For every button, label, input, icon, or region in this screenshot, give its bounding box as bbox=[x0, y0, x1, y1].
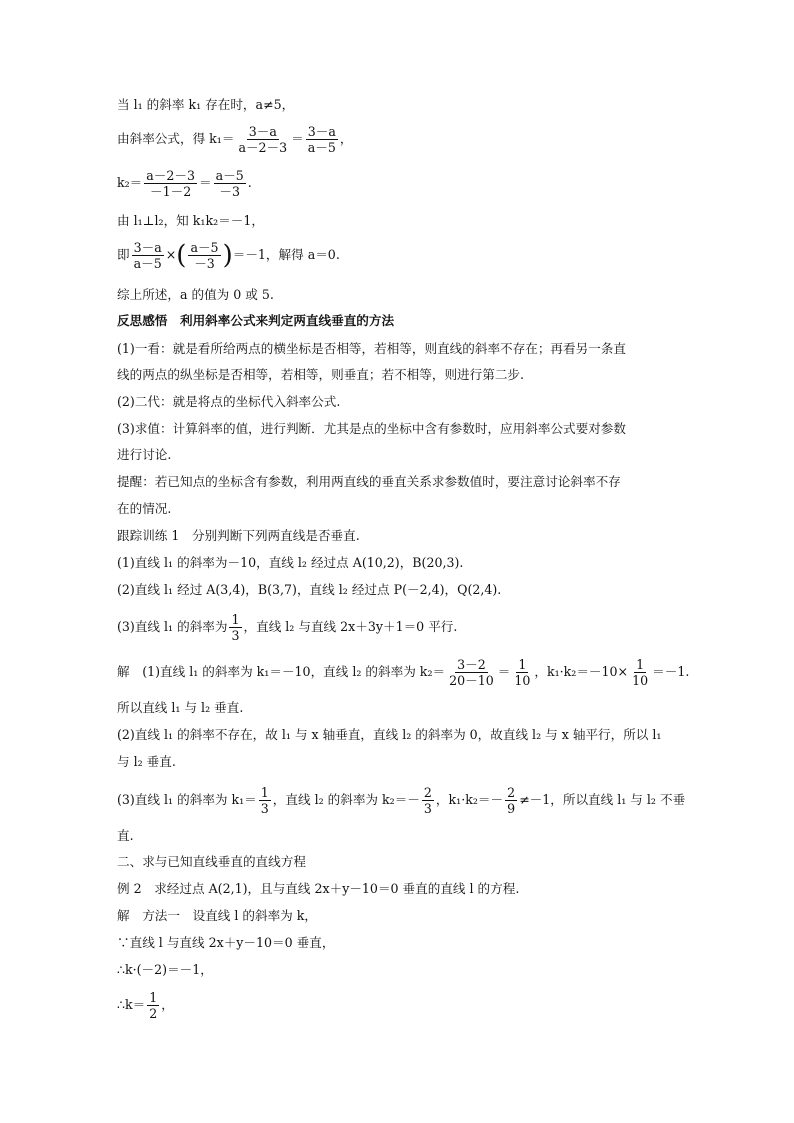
exercise-heading: 跟踪训练 1 分别判断下列两直线是否垂直. bbox=[117, 528, 360, 543]
formula-line bbox=[117, 168, 252, 199]
denominator: －1－2 bbox=[150, 184, 192, 199]
section-heading: 二、求与已知直线垂直的直线方程 bbox=[117, 854, 306, 869]
numerator: 1 bbox=[518, 657, 527, 672]
left-paren: ( bbox=[176, 240, 187, 271]
text: ＝－1，解得 a＝0. bbox=[232, 247, 340, 262]
text: ＝ bbox=[199, 175, 212, 190]
text-line: 解 方法一 设直线 l 的斜率为 k， bbox=[117, 908, 317, 923]
numerator: a－5 bbox=[190, 240, 219, 255]
text-line: (3)求值：计算斜率的值，进行判断．尤其是点的坐标中含有参数时，应用斜率公式要对参数 bbox=[117, 421, 626, 436]
fraction bbox=[505, 785, 517, 816]
right-paren: ) bbox=[222, 240, 233, 271]
text-line: 由 l₁⊥l₂，知 k₁k₂＝－1， bbox=[117, 213, 264, 228]
text-line: 所以直线 l₁ 与 l₂ 垂直. bbox=[117, 700, 244, 715]
text: ∴k＝ bbox=[117, 997, 146, 1012]
formula-line bbox=[117, 240, 340, 271]
denominator: 20－10 bbox=[449, 673, 494, 688]
text-line: 当 l₁ 的斜率 k₁ 存在时，a≠5， bbox=[117, 97, 295, 112]
denominator: a－5 bbox=[133, 256, 162, 271]
denominator: －3 bbox=[194, 256, 215, 271]
numerator: 2 bbox=[507, 785, 516, 800]
denominator: －3 bbox=[219, 184, 240, 199]
text: ＝ bbox=[497, 664, 511, 679]
denominator: a－5 bbox=[307, 140, 336, 155]
text-line: (2)二代：就是将点的坐标代入斜率公式. bbox=[117, 394, 341, 409]
numerator: 3－2 bbox=[457, 657, 486, 672]
text-line: (2)直线 l₁ 的斜率不存在，故 l₁ 与 x 轴垂直，直线 l₂ 的斜率为 0，故直线 l₂ 与 x 轴平行，所以 l₁ bbox=[117, 727, 662, 742]
formula-line bbox=[117, 612, 457, 643]
text-line: (2)直线 l₁ 经过 A(3,4)，B(3,7)，直线 l₂ 经过点 P(－2,4)，Q(2,4). bbox=[117, 582, 502, 597]
denominator: 9 bbox=[507, 801, 516, 816]
text: ，k₁·k₂＝－10× bbox=[534, 664, 629, 679]
numerator: 3－a bbox=[248, 124, 277, 139]
numerator: 1 bbox=[260, 785, 269, 800]
text: ＝－1. bbox=[652, 664, 690, 679]
text-line: 综上所述，a 的值为 0 或 5. bbox=[117, 287, 274, 302]
text: k₂＝ bbox=[117, 175, 143, 190]
numerator: 1 bbox=[636, 657, 645, 672]
text: 由斜率公式，得 k₁＝ bbox=[117, 131, 235, 146]
fraction bbox=[259, 785, 271, 816]
fraction bbox=[229, 612, 241, 643]
denominator: 10 bbox=[514, 673, 531, 688]
numerator: 1 bbox=[231, 612, 240, 627]
text-line: 与 l₂ 垂直. bbox=[117, 754, 176, 769]
numerator: a－5 bbox=[215, 168, 244, 183]
formula-line bbox=[117, 785, 685, 816]
example-heading: 例 2 求经过点 A(2,1)，且与直线 2x＋y－10＝0 垂直的直线 l 的方程. bbox=[117, 881, 520, 896]
text-line: (1)一看：就是看所给两点的横坐标是否相等，若相等，则直线的斜率不存在；再看另一条直 bbox=[117, 341, 626, 356]
text: ，k₁·k₂＝－ bbox=[435, 792, 504, 807]
denominator: 3 bbox=[423, 801, 432, 816]
text-line: ∴k·(－2)＝－1， bbox=[117, 962, 213, 977]
text: 即 bbox=[117, 247, 130, 262]
text-line: 进行讨论. bbox=[117, 447, 172, 462]
text: ，直线 l₂ 与直线 2x＋3y＋1＝0 平行. bbox=[243, 619, 458, 634]
fraction bbox=[144, 168, 197, 199]
fraction bbox=[147, 990, 159, 1021]
text-line: 直. bbox=[117, 828, 134, 843]
denominator: 3 bbox=[231, 628, 240, 643]
text: ，直线 l₂ 的斜率为 k₂＝－ bbox=[272, 792, 420, 807]
section-heading: 反思感悟 利用斜率公式来判定两直线垂直的方法 bbox=[117, 313, 395, 328]
fraction bbox=[422, 785, 434, 816]
fraction bbox=[306, 124, 338, 155]
formula-line bbox=[117, 990, 174, 1021]
denominator: 3 bbox=[260, 801, 269, 816]
text-line: 线的两点的纵坐标是否相等，若相等，则垂直；若不相等，则进行第二步. bbox=[117, 367, 525, 382]
formula-line bbox=[117, 657, 689, 688]
numerator: 3－a bbox=[307, 124, 336, 139]
text: ＝ bbox=[291, 131, 304, 146]
numerator: 3－a bbox=[133, 240, 162, 255]
numerator: 1 bbox=[149, 990, 158, 1005]
fraction bbox=[512, 657, 532, 688]
note-line: 提醒：若已知点的坐标含有参数，利用两直线的垂直关系求参数值时，要注意讨论斜率不存 bbox=[117, 474, 621, 489]
text-line: ∵直线 l 与直线 2x＋y－10＝0 垂直， bbox=[117, 935, 335, 950]
denominator: 2 bbox=[149, 1006, 158, 1021]
text: 解 (1)直线 l₁ 的斜率为 k₁＝－10，直线 l₂ 的斜率为 k₂＝ bbox=[117, 664, 446, 679]
formula-line bbox=[117, 124, 352, 155]
fraction bbox=[188, 240, 220, 271]
fraction bbox=[236, 124, 289, 155]
text: . bbox=[247, 175, 252, 190]
text: (3)直线 l₁ 的斜率为 k₁＝ bbox=[117, 792, 257, 807]
text: (3)直线 l₁ 的斜率为 bbox=[117, 619, 228, 634]
text-line: (1)直线 l₁ 的斜率为－10，直线 l₂ 经过点 A(10,2)，B(20,3). bbox=[117, 555, 464, 570]
numerator: 2 bbox=[423, 785, 432, 800]
text-line: 在的情况. bbox=[117, 501, 172, 516]
fraction bbox=[630, 657, 650, 688]
numerator: a－2－3 bbox=[146, 168, 196, 183]
denominator: a－2－3 bbox=[238, 140, 288, 155]
text: × bbox=[165, 247, 177, 262]
fraction bbox=[214, 168, 246, 199]
fraction bbox=[132, 240, 164, 271]
text: ≠－1，所以直线 l₁ 与 l₂ 不垂 bbox=[519, 792, 686, 807]
text: ， bbox=[339, 131, 353, 146]
fraction bbox=[447, 657, 496, 688]
text: ， bbox=[161, 997, 174, 1012]
denominator: 10 bbox=[632, 673, 649, 688]
